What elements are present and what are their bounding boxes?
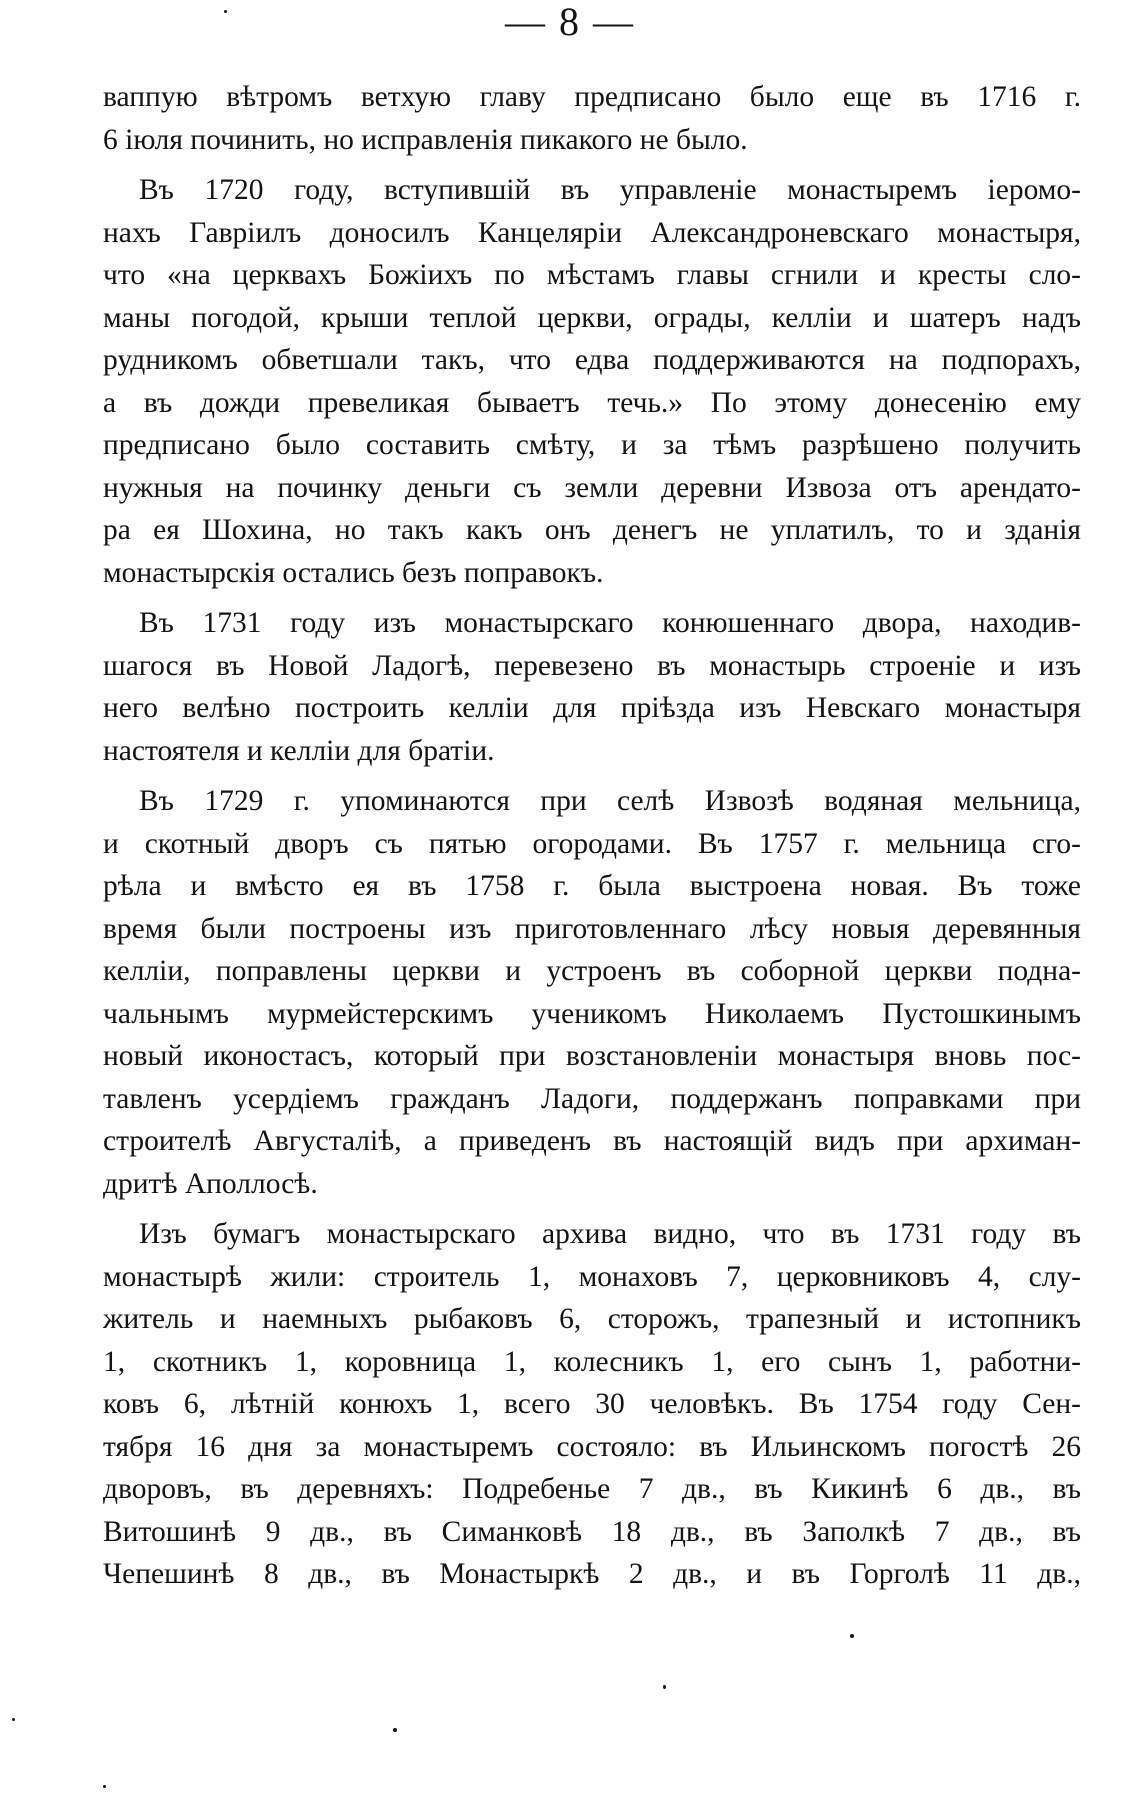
scan-speck — [393, 1728, 397, 1732]
text-line: маны погодой, крыши теплой церкви, ограды, келліи и шатеръ надъ — [103, 301, 1081, 334]
paragraph-1 — [103, 76, 1081, 161]
text-line: дворовъ, въ деревняхъ: Подребенье 7 дв., въ Кикинѣ 6 дв., въ — [103, 1473, 1081, 1505]
paragraph-4 — [103, 780, 1081, 1205]
text-line: Изъ бумагъ монастырскаго архива видно, что въ 1731 году въ — [139, 1218, 1081, 1250]
body-text — [103, 76, 1081, 1604]
scan-speck — [224, 10, 227, 13]
text-line: тября 16 дня за монастыремъ состояло: въ Ильинскомъ погостѣ 26 — [103, 1430, 1081, 1463]
text-line: Витошинѣ 9 дв., въ Симанковѣ 18 дв., въ Заполкѣ 7 дв., въ — [103, 1515, 1081, 1548]
text-line: ваппую вѣтромъ ветхую главу предписано было еще въ 1716 г. — [103, 81, 1081, 113]
scan-speck — [12, 1718, 15, 1721]
text-line: что «на церквахъ Божіихъ по мѣстамъ главы сгнили и кресты сло- — [103, 259, 1081, 291]
scan-speck — [663, 1685, 666, 1689]
text-line: строителѣ Августаліѣ, а приведенъ въ настоящій видъ при архиман- — [103, 1125, 1081, 1157]
text-line: ра ея Шохина, но такъ какъ онъ денегъ не уплатилъ, то и зданія — [103, 514, 1081, 546]
text-line: шагося въ Новой Ладогѣ, перевезено въ монастырь строеніе и изъ — [103, 649, 1081, 682]
text-line: монастырскія остались безъ поправокъ. — [103, 556, 604, 589]
text-line: него велѣно построить келліи для пріѣзда изъ Невскаго монастыря — [103, 692, 1081, 724]
text-line: Въ 1729 г. упоминаются при селѣ Извозѣ водяная мельница, — [139, 785, 1081, 817]
paragraph-5 — [103, 1213, 1081, 1596]
text-line: ковъ 6, лѣтній конюхъ 1, всего 30 человѣкъ. Въ 1754 году Сен- — [103, 1388, 1081, 1420]
text-line: рудникомъ обветшали такъ, что едва поддерживаются на подпорахъ, — [103, 344, 1081, 376]
text-line: нужныя на починку деньги съ земли деревни Извоза отъ арендато- — [103, 471, 1081, 504]
text-line: 1, скотникъ 1, коровница 1, колесникъ 1, его сынъ 1, работни- — [103, 1345, 1081, 1378]
text-line: настоятеля и келліи для братіи. — [103, 734, 495, 767]
text-line: новый иконостасъ, который при возстановленіи монастыря вновь пос- — [103, 1040, 1081, 1072]
text-line: дритѣ Аполлосѣ. — [103, 1167, 318, 1200]
page-number: — 8 — — [505, 0, 635, 44]
text-line: предписано было составить смѣту, и за тѣмъ разрѣшено получить — [103, 429, 1081, 461]
text-line: нахъ Гавріилъ доносилъ Канцеляріи Александроневскаго монастыря, — [103, 216, 1081, 249]
text-line: Чепешинѣ 8 дв., въ Монастыркѣ 2 дв., и въ Горголѣ 11 дв., — [103, 1558, 1081, 1590]
paragraph-2 — [103, 169, 1081, 594]
text-line: а въ дожди превеликая бываетъ течь.» По этому донесенію ему — [103, 386, 1081, 419]
paragraph-3 — [103, 602, 1081, 772]
text-line: Въ 1731 году изъ монастырскаго конюшеннаго двора, находив- — [139, 607, 1081, 639]
text-line: чальнымъ мурмейстерскимъ ученикомъ Николаемъ Пустошкинымъ — [103, 997, 1081, 1030]
scan-speck — [103, 1785, 106, 1788]
text-line: монастырѣ жили: строитель 1, монаховъ 7, церковниковъ 4, слу- — [103, 1260, 1081, 1293]
text-line: келліи, поправлены церкви и устроенъ въ соборной церкви подна- — [103, 955, 1081, 987]
text-line: тавленъ усердіемъ гражданъ Ладоги, поддержанъ поправками при — [103, 1082, 1081, 1115]
text-line: рѣла и вмѣсто ея въ 1758 г. была выстроена новая. Въ тоже — [103, 870, 1081, 902]
text-line: 6 іюля починить, но исправленія пикакого не было. — [103, 123, 748, 156]
scan-speck — [850, 1634, 854, 1638]
text-line: и скотный дворъ съ пятью огородами. Въ 1757 г. мельница сго- — [103, 827, 1081, 860]
text-line: Въ 1720 году, вступившій въ управленіе монастыремъ іеромо- — [139, 174, 1081, 206]
text-line: время были построены изъ приготовленнаго лѣсу новыя деревянныя — [103, 912, 1081, 945]
text-line: житель и наемныхъ рыбаковъ 6, сторожъ, трапезный и истопникъ — [103, 1303, 1081, 1335]
